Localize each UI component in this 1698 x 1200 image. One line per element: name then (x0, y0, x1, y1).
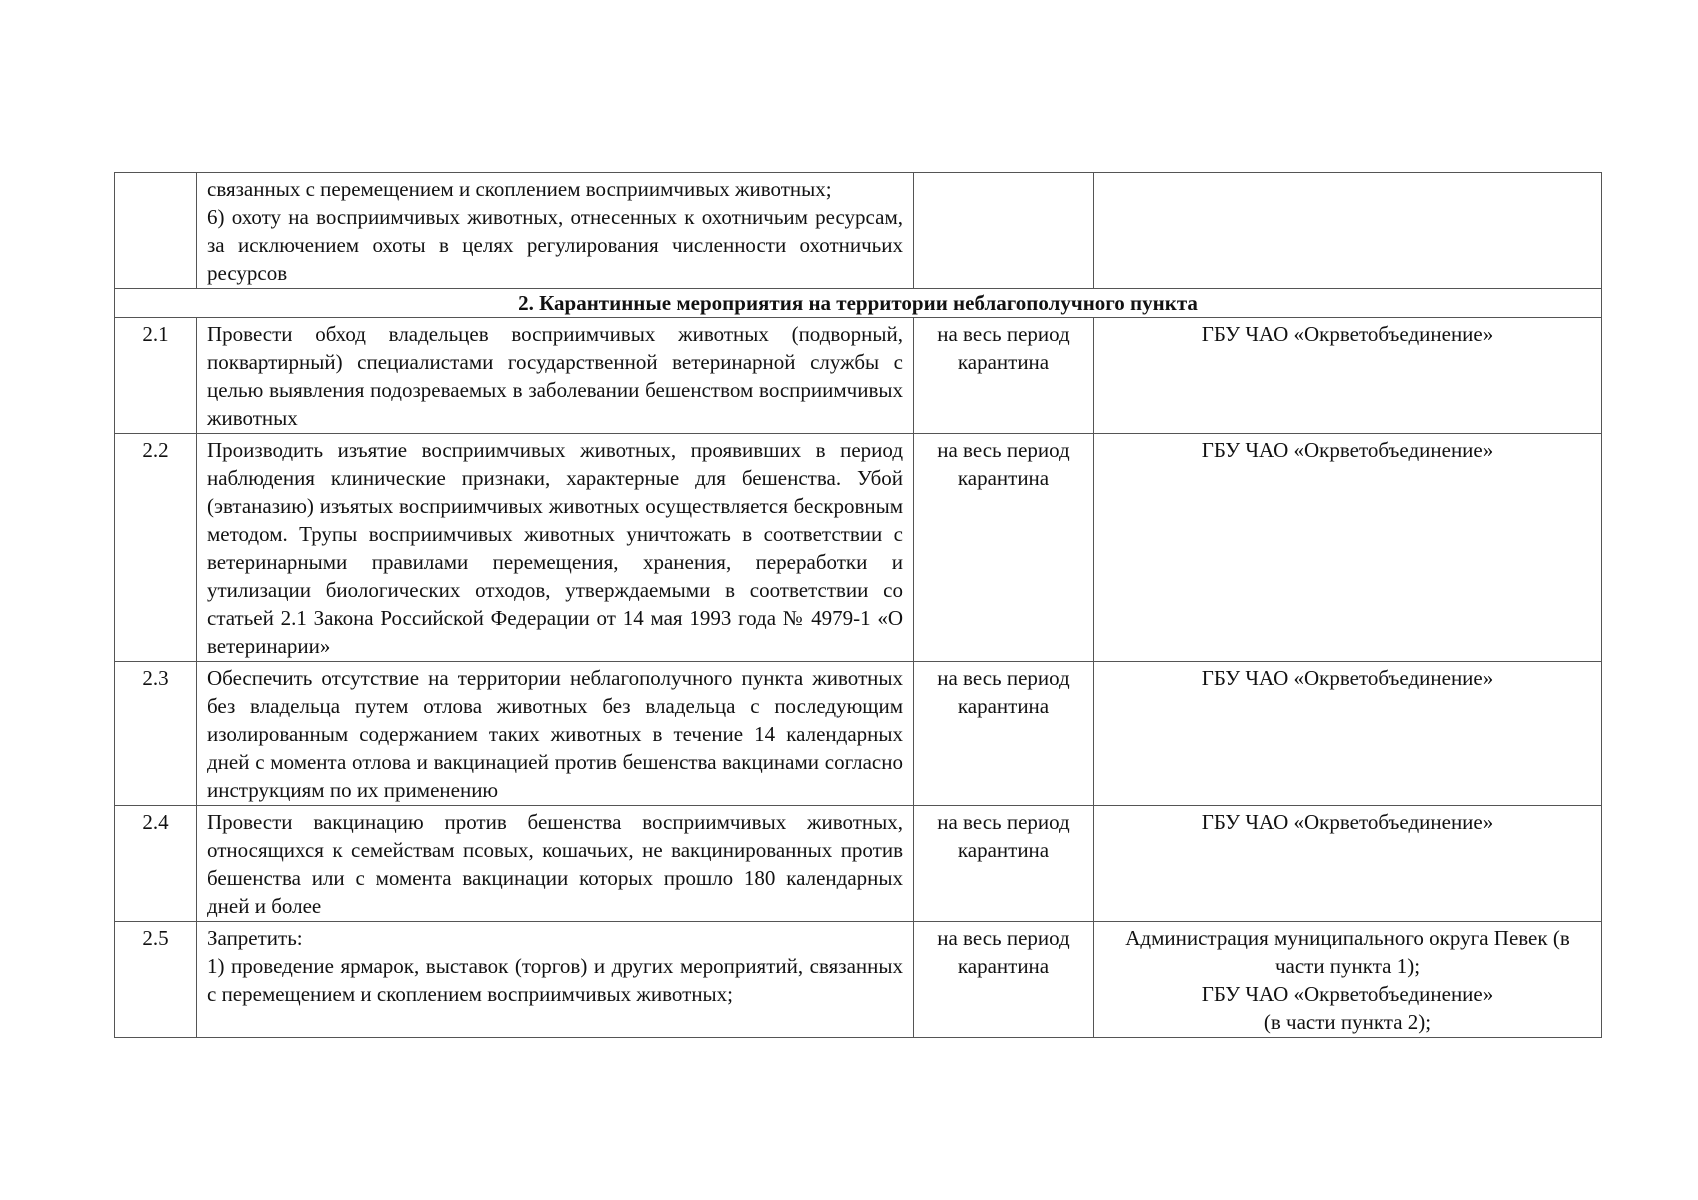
measure-description-cell (197, 434, 914, 662)
row-number-cell: 2.3 (115, 662, 197, 806)
section-title: 2. Карантинные мероприятия на территории неблагополучного пункта (115, 289, 1602, 318)
term-cell: на весь период карантина (914, 922, 1094, 1038)
measure-description-cell (197, 806, 914, 922)
measure-description-cell (197, 662, 914, 806)
responsible-cell (1094, 318, 1602, 434)
responsible-line: ГБУ ЧАО «Окрветобъединение» (1201, 810, 1494, 834)
row-number-cell: 2.5 (115, 922, 197, 1038)
term-cell (914, 173, 1094, 289)
row-number-cell: 2.1 (115, 318, 197, 434)
table-row (115, 434, 1602, 662)
table-row (115, 806, 1602, 922)
responsible-cell (1094, 434, 1602, 662)
section-header-row (115, 289, 1602, 318)
responsible-line: Администрация муниципального округа Певек (в части пункта 1); (1125, 926, 1570, 978)
term-cell: на весь период карантина (914, 662, 1094, 806)
measure-paragraph: Провести обход владельцев восприимчивых животных (подворный, поквартирный) специалистами государственной ветеринарной службы с целью выявления подозреваемых в заболевании бешенством восприимчивых животных (207, 322, 903, 430)
measure-paragraph: 6) охоту на восприимчивых животных, отнесенных к охотничьим ресурсам, за исключением охоты в целях регулирования численности охотничьих ресурсов (207, 205, 903, 285)
measure-paragraph: 1) проведение ярмарок, выставок (торгов) и других мероприятий, связанных с перемещением и скоплением восприимчивых животных; (207, 954, 903, 1006)
measure-description-cell (197, 922, 914, 1038)
measures-table (114, 172, 1602, 1038)
table-row (115, 318, 1602, 434)
measure-description-cell (197, 318, 914, 434)
row-number-cell: 2.4 (115, 806, 197, 922)
term-cell: на весь период карантина (914, 806, 1094, 922)
responsible-line: ГБУ ЧАО «Окрветобъединение» (1201, 666, 1494, 690)
row-number-cell (115, 173, 197, 289)
term-cell: на весь период карантина (914, 318, 1094, 434)
responsible-cell (1094, 922, 1602, 1038)
responsible-cell (1094, 173, 1602, 289)
table-row (115, 922, 1602, 1038)
measure-description-cell (197, 173, 914, 289)
responsible-cell (1094, 806, 1602, 922)
row-number-cell: 2.2 (115, 434, 197, 662)
term-cell: на весь период карантина (914, 434, 1094, 662)
measure-paragraph: Производить изъятие восприимчивых животных, проявивших в период наблюдения клинические признаки, характерные для бешенства. Убой (эвтаназию) изъятых восприимчивых животных осуществляется бескровным методом. Трупы восприимчивых животных уничтожать в соответствии с ветеринарными правилами перемещения, хранения, переработки и утилизации биологических отходов, утверждаемыми в соответствии со статьей 2.1 Закона Российской Федерации от 14 мая 1993 года № 4979-1 «О ветеринарии» (207, 438, 903, 658)
responsible-line: ГБУ ЧАО «Окрветобъединение» (1201, 322, 1494, 346)
responsible-line: (в части пункта 2); (1263, 1010, 1432, 1034)
measure-paragraph: Обеспечить отсутствие на территории неблагополучного пункта животных без владельца путем отлова животных без владельца с последующим изолированным содержанием таких животных в течение 14 календарных дней с момента отлова и вакцинацией против бешенства вакцинами согласно инструкциям по их применению (207, 666, 903, 802)
responsible-line: ГБУ ЧАО «Окрветобъединение» (1201, 438, 1494, 462)
measure-paragraph: Запретить: (207, 926, 303, 950)
table-row (115, 662, 1602, 806)
measure-paragraph: Провести вакцинацию против бешенства восприимчивых животных, относящихся к семействам псовых, кошачьих, не вакцинированных против бешенства или с момента вакцинации которых прошло 180 календарных дней и более (207, 810, 903, 918)
responsible-cell (1094, 662, 1602, 806)
responsible-line: ГБУ ЧАО «Окрветобъединение» (1201, 982, 1494, 1006)
table-row-continuation (115, 173, 1602, 289)
measure-paragraph: связанных с перемещением и скоплением восприимчивых животных; (207, 177, 832, 201)
